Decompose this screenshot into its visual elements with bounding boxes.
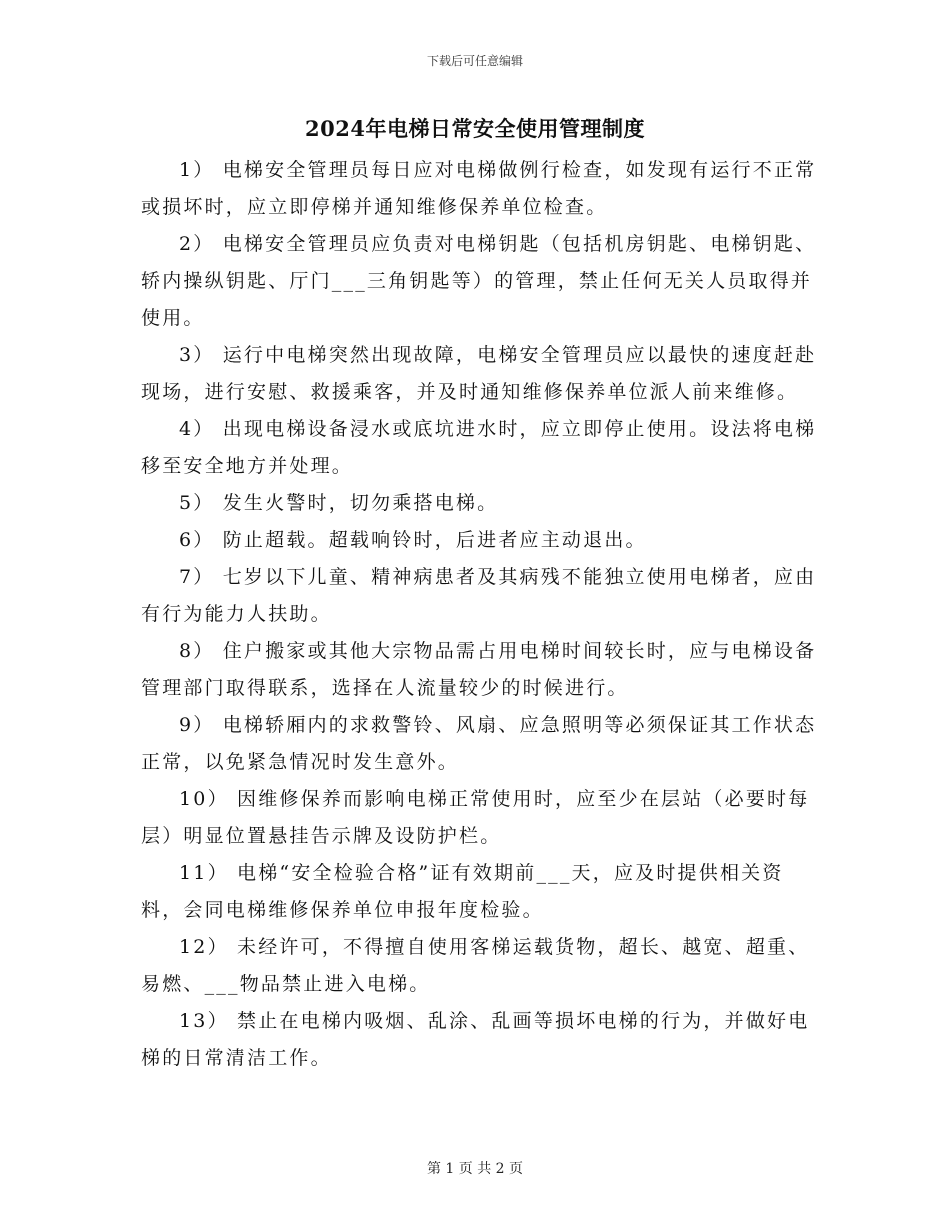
rule-paragraph-3: 3） 运行中电梯突然出现故障，电梯安全管理员应以最快的速度赶赴现场，进行安慰、救援乘客，并及时通知维修保养单位派人前来维修。 [141,344,817,403]
rule-paragraph-9: 9） 电梯轿厢内的求救警铃、风扇、应急照明等必须保证其工作状态正常，以免紧急情况时发生意外。 [141,714,817,773]
rule-paragraph-12: 12） 未经许可，不得擅自使用客梯运载货物，超长、越宽、超重、易燃、___物品禁止进入电梯。 [141,936,810,995]
rule-paragraph-10: 10） 因维修保养而影响电梯正常使用时，应至少在层站（必要时每层）明显位置悬挂告示牌及设防护栏。 [141,788,810,847]
document-body [141,152,821,1077]
rule-paragraph-6: 6） 防止超载。超载响铃时，后进者应主动退出。 [179,529,647,551]
document-title: 2024年电梯日常安全使用管理制度 [305,116,645,141]
rule-paragraph-5: 5） 发生火警时，切勿乘搭电梯。 [179,492,499,514]
rule-paragraph-8: 8） 住户搬家或其他大宗物品需占用电梯时间较长时，应与电梯设备管理部门取得联系，选择在人流量较少的时候进行。 [141,640,817,699]
rule-paragraph-2: 2） 电梯安全管理员应负责对电梯钥匙（包括机房钥匙、电梯钥匙、轿内操纵钥匙、厅门___三角钥匙等）的管理，禁止任何无关人员取得并使用。 [141,233,817,329]
rule-paragraph-1: 1） 电梯安全管理员每日应对电梯做例行检查，如发现有运行不正常或损坏时，应立即停梯并通知维修保养单位检查。 [141,159,817,218]
rule-paragraph-4: 4） 出现电梯设备浸水或底坑进水时，应立即停止使用。设法将电梯移至安全地方并处理。 [141,418,817,477]
header-note: 下载后可任意编辑 [426,54,523,68]
rule-paragraph-7: 7） 七岁以下儿童、精神病患者及其病残不能独立使用电梯者，应由有行为能力人扶助。 [141,566,817,625]
rule-paragraph-11: 11） 电梯“安全检验合格”证有效期前___天，应及时提供相关资料，会同电梯维修保养单位申报年度检验。 [141,862,784,921]
page-number-footer: 第 1 页 共 2 页 [426,1161,524,1177]
rule-paragraph-13: 13） 禁止在电梯内吸烟、乱涂、乱画等损坏电梯的行为，并做好电梯的日常清洁工作。 [141,1010,810,1069]
